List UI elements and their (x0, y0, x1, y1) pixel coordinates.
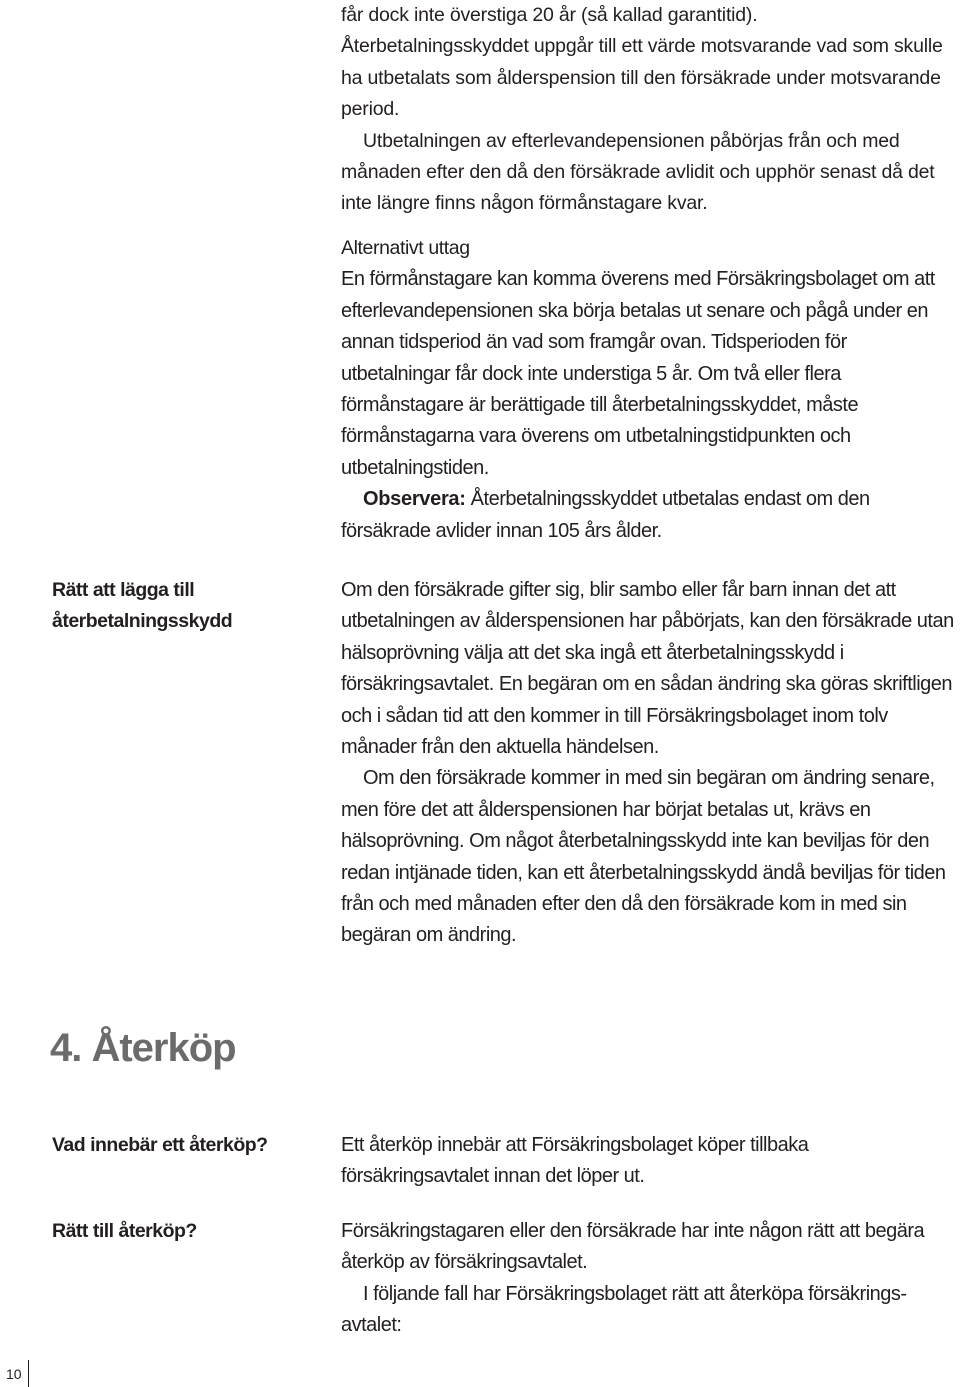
ratt-att-lagga-till-section (341, 575, 957, 952)
alternativt-uttag-section (341, 233, 957, 547)
observera-paragraph (341, 484, 957, 547)
margin-rule (28, 1360, 29, 1387)
page-number: 10 (6, 1366, 22, 1382)
ratt-till-aterkop-para1: Försäkringstagaren eller den försäkrade har inte någon rätt att begära återköp av försäkringsavtalet. (341, 1220, 925, 1274)
ratt-att-lagga-till-heading: Rätt att lägga till återbetalningsskydd (52, 579, 233, 633)
top-continued-text (341, 0, 957, 220)
aterbetalningsskydd-value-paragraph: Återbetalningsskyddet uppgår till ett värde motsvarande vad som skulle ha utbetalats som ålderspension till den försäkrade under motsvarande period. (341, 35, 943, 121)
ratt-att-lagga-till-para1: Om den försäkrade gifter sig, blir sambo eller får barn innan det att utbetalningen av ålderspensionen har påbörjats, kan den försäkrade utan hälsoprövning välja att det ska ingå ett återbetalningsskydd i försäkringsavtalet. En begäran om en sådan ändring ska göras skriftligen och i sådan tid att den kommer in till Försäkringsbolaget inom tolv månader från den aktuella händelsen. (341, 579, 954, 759)
vad-innebar-section (341, 1130, 957, 1193)
vad-innebar-heading: Vad innebär ett återköp? (52, 1134, 268, 1156)
alternativt-uttag-heading: Alternativt uttag (341, 237, 470, 259)
garantitid-line: får dock inte överstiga 20 år (så kallad garantitid). (341, 4, 758, 26)
ratt-till-aterkop-para2: I följande fall har Försäkringsbolaget rätt att återköpa försäkrings-avtalet: (341, 1282, 907, 1337)
section-title: 4. Återköp (50, 1026, 236, 1070)
vad-innebar-body: Ett återköp innebär att Försäkringsbolaget köper tillbaka försäkringsavtalet innan det löper ut. (341, 1134, 809, 1188)
alternativt-uttag-body: En förmånstagare kan komma överens med Försäkringsbolaget om att efterlevandepensionen ska börja betalas ut senare och pågå under en annan tidsperiod än vad som framgår ovan. Tidsperioden för utbetalningar får dock inte understiga 5 år. Om två eller flera förmånstagare är berättigade till återbetalningsskyddet, måste förmånstagarna vara överens om utbetalningstidpunkten och utbetalningstiden. (341, 268, 935, 479)
ratt-att-lagga-till-para2: Om den försäkrade kommer in med sin begäran om ändring senare, men före det att ålderspensionen har börjat betalas ut, krävs en hälsoprövning. Om något återbetalningsskydd inte kan beviljas för den redan intjänade tiden, kan ett återbetalningsskydd ändå beviljas för tiden från och med månaden efter den då den försäkrade kom in med sin begäran om ändring. (341, 767, 946, 947)
ratt-till-aterkop-heading: Rätt till återköp? (52, 1220, 197, 1242)
efterlevandepension-start-paragraph: Utbetalningen av efterlevandepensionen påbörjas från och med månaden efter den då den försäkrade avlidit och upphör senast då det inte längre finns någon förmånstagare kvar. (341, 129, 935, 215)
ratt-till-aterkop-section (341, 1216, 957, 1342)
observera-label: Observera: (363, 488, 466, 511)
observera-text: Återbetalningsskyddet utbetalas endast om den försäkrade avlider innan 105 års ålder. (341, 488, 870, 542)
